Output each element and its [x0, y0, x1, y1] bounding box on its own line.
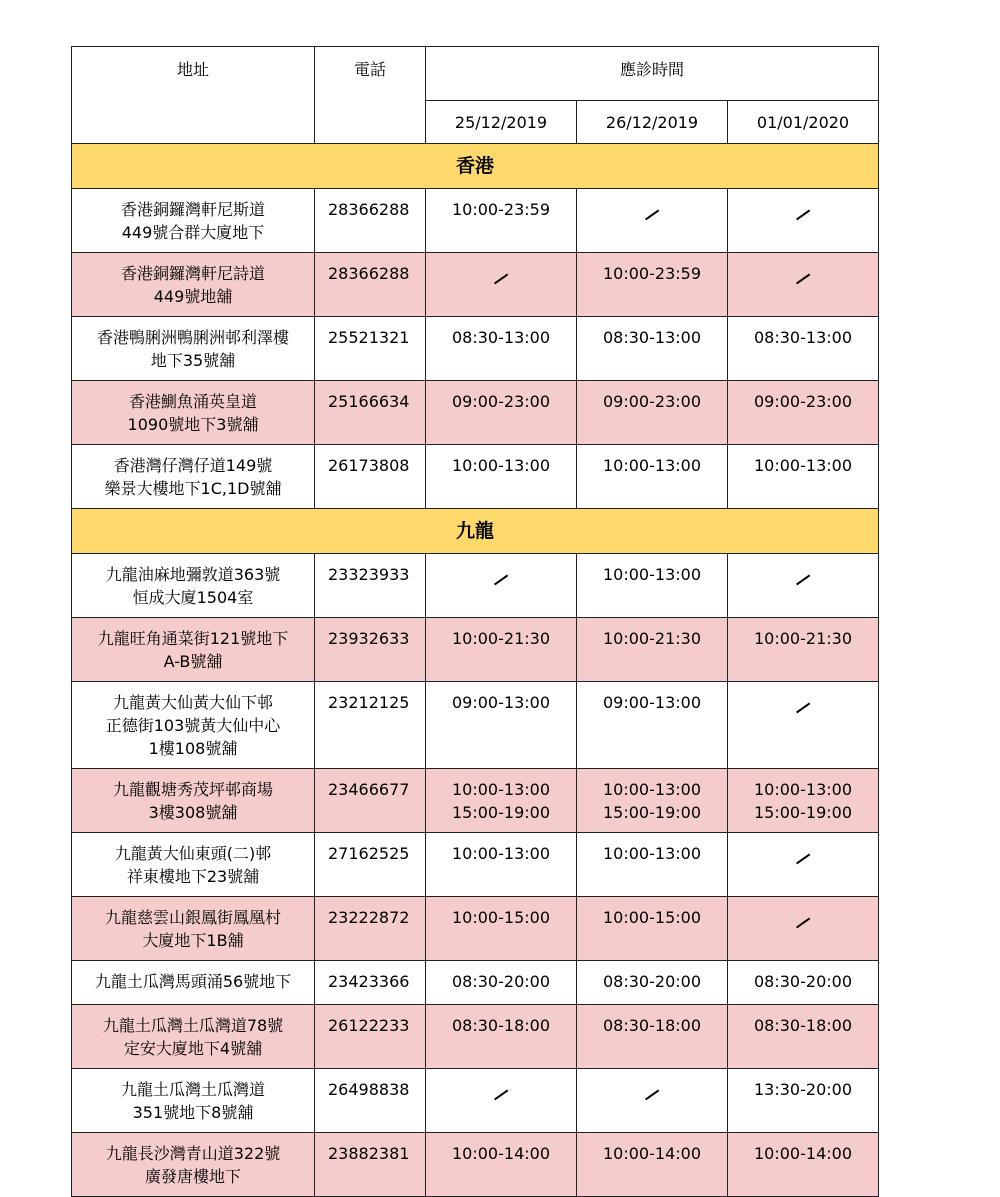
hours-line: 09:00-23:00 — [603, 392, 701, 411]
hours-cell — [728, 897, 879, 961]
hours-cell — [426, 769, 577, 833]
hours-cell — [426, 961, 577, 1005]
address-cell — [72, 445, 315, 509]
region-row — [72, 509, 879, 554]
address-line: 九龍油麻地彌敦道363號 — [105, 565, 281, 584]
address-cell — [72, 253, 315, 317]
hours-cell — [728, 381, 879, 445]
table-row — [72, 253, 879, 317]
phone-cell: 23222872 — [315, 897, 426, 961]
hours-cell — [426, 833, 577, 897]
hours-cell — [577, 1069, 728, 1133]
hours-cell — [728, 1005, 879, 1069]
hours-line: 10:00-13:00 — [452, 456, 550, 475]
hours-line: 15:00-19:00 — [452, 803, 550, 822]
phone-cell: 27162525 — [315, 833, 426, 897]
closed-slash-mark — [645, 1089, 659, 1099]
address-line: 九龍旺角通菜街121號地下 — [97, 629, 289, 648]
address-line: 地下35號舖 — [150, 351, 236, 370]
hours-line: 08:30-20:00 — [452, 972, 550, 991]
phone-cell: 26173808 — [315, 445, 426, 509]
phone-cell: 23882381 — [315, 1133, 426, 1197]
hours-line: 08:30-18:00 — [754, 1016, 852, 1035]
address-line: 香港鰂魚涌英皇道 — [128, 392, 257, 411]
date-header: 26/12/2019 — [577, 101, 728, 144]
hours-line: 09:00-23:00 — [452, 392, 550, 411]
hours-line: 10:00-23:59 — [452, 200, 550, 219]
phone-cell: 23423366 — [315, 961, 426, 1005]
hours-cell — [728, 317, 879, 381]
hours-line: 08:30-13:00 — [452, 328, 550, 347]
address-line: 正德街103號黃大仙中心 — [105, 716, 281, 735]
hours-cell — [577, 961, 728, 1005]
address-line: 449號地舖 — [153, 287, 233, 306]
closed-slash-mark — [796, 209, 810, 219]
hours-cell — [577, 381, 728, 445]
address-line: 恒成大廈1504室 — [132, 588, 254, 607]
closed-slash-mark — [645, 209, 659, 219]
hours-cell — [426, 1069, 577, 1133]
hours-line: 08:30-13:00 — [754, 328, 852, 347]
address-line: 香港銅鑼灣軒尼詩道 — [120, 264, 265, 283]
hours-line: 10:00-21:30 — [754, 629, 852, 648]
hours-cell — [426, 445, 577, 509]
hours-cell — [577, 189, 728, 253]
hours-line: 08:30-20:00 — [603, 972, 701, 991]
hours-cell — [728, 682, 879, 769]
hours-line: 08:30-18:00 — [452, 1016, 550, 1035]
address-cell — [72, 381, 315, 445]
hours-cell — [577, 833, 728, 897]
address-line: 大廈地下1B舖 — [142, 931, 244, 950]
address-column-header: 地址 — [72, 47, 315, 144]
phone-cell: 23323933 — [315, 554, 426, 618]
hours-cell — [426, 618, 577, 682]
address-cell — [72, 833, 315, 897]
address-line: 廣發唐樓地下 — [144, 1167, 241, 1186]
address-cell — [72, 317, 315, 381]
hours-cell — [426, 189, 577, 253]
region-heading: 香港 — [72, 144, 879, 189]
clinic-hours-table — [71, 46, 879, 1197]
address-line: 3樓308號舖 — [148, 803, 238, 822]
hours-cell — [728, 833, 879, 897]
table-row — [72, 189, 879, 253]
hours-line: 10:00-13:00 — [603, 780, 701, 799]
table-row — [72, 1133, 879, 1197]
hours-cell — [577, 1005, 728, 1069]
address-cell — [72, 554, 315, 618]
hours-line: 09:00-13:00 — [452, 693, 550, 712]
address-line: 香港灣仔灣仔道149號 — [113, 456, 273, 475]
hours-line: 15:00-19:00 — [603, 803, 701, 822]
table-row — [72, 961, 879, 1005]
address-line: 香港鴨脷洲鴨脷洲邨利澤樓 — [96, 328, 289, 347]
address-line: 九龍黃大仙黃大仙下邨 — [112, 693, 273, 712]
hours-cell — [728, 445, 879, 509]
table-row — [72, 1069, 879, 1133]
hours-line: 10:00-13:00 — [754, 456, 852, 475]
phone-cell: 25521321 — [315, 317, 426, 381]
hours-cell — [577, 1133, 728, 1197]
hours-cell — [426, 682, 577, 769]
hours-cell — [577, 253, 728, 317]
hours-line: 10:00-21:30 — [452, 629, 550, 648]
closed-slash-mark — [796, 273, 810, 283]
phone-column-header: 電話 — [315, 47, 426, 144]
address-cell — [72, 897, 315, 961]
address-cell — [72, 189, 315, 253]
date-header: 25/12/2019 — [426, 101, 577, 144]
address-line: 樂景大樓地下1C,1D號舖 — [104, 479, 282, 498]
address-cell — [72, 1005, 315, 1069]
hours-cell — [426, 381, 577, 445]
date-header: 01/01/2020 — [728, 101, 879, 144]
hours-cell — [577, 682, 728, 769]
address-line: 定安大廈地下4號舖 — [123, 1039, 263, 1058]
address-line: 1090號地下3號舖 — [127, 415, 259, 434]
hours-cell — [577, 618, 728, 682]
region-row — [72, 144, 879, 189]
hours-cell — [577, 554, 728, 618]
hours-cell — [728, 554, 879, 618]
phone-cell: 23466677 — [315, 769, 426, 833]
hours-line: 10:00-15:00 — [603, 908, 701, 927]
hours-line: 10:00-13:00 — [603, 456, 701, 475]
hours-cell — [728, 189, 879, 253]
hours-cell — [577, 317, 728, 381]
address-line: 九龍觀塘秀茂坪邨商場 — [112, 780, 273, 799]
hours-line: 08:30-18:00 — [603, 1016, 701, 1035]
table-row — [72, 1005, 879, 1069]
address-line: 祥東樓地下23號舖 — [126, 867, 260, 886]
hours-line: 10:00-13:00 — [754, 780, 852, 799]
phone-cell: 28366288 — [315, 189, 426, 253]
address-line: 351號地下8號舖 — [132, 1103, 254, 1122]
table-row — [72, 317, 879, 381]
phone-cell: 26122233 — [315, 1005, 426, 1069]
table-row — [72, 682, 879, 769]
hours-line: 10:00-23:59 — [603, 264, 701, 283]
address-line: 九龍土瓜灣馬頭涌56號地下 — [94, 972, 292, 991]
phone-cell: 25166634 — [315, 381, 426, 445]
address-cell — [72, 1133, 315, 1197]
closed-slash-mark — [494, 1089, 508, 1099]
table-row — [72, 897, 879, 961]
hours-line: 10:00-15:00 — [452, 908, 550, 927]
hours-line: 10:00-21:30 — [603, 629, 701, 648]
hours-line: 08:30-13:00 — [603, 328, 701, 347]
address-cell — [72, 961, 315, 1005]
hours-cell — [728, 253, 879, 317]
hours-cell — [426, 253, 577, 317]
hours-line: 10:00-14:00 — [452, 1144, 550, 1163]
hours-cell — [728, 1133, 879, 1197]
address-line: 香港銅鑼灣軒尼斯道 — [120, 200, 265, 219]
hours-line: 10:00-13:00 — [603, 565, 701, 584]
hours-line: 09:00-13:00 — [603, 693, 701, 712]
hours-cell — [728, 618, 879, 682]
address-line: 九龍土瓜灣土瓜灣道78號 — [102, 1016, 284, 1035]
address-line: A-B號舖 — [163, 652, 223, 671]
phone-cell: 28366288 — [315, 253, 426, 317]
table-row — [72, 445, 879, 509]
table-row — [72, 381, 879, 445]
table-body — [72, 144, 879, 1197]
address-cell — [72, 1069, 315, 1133]
closed-slash-mark — [796, 917, 810, 927]
hours-cell — [728, 769, 879, 833]
closed-slash-mark — [494, 574, 508, 584]
hours-line: 13:30-20:00 — [754, 1080, 852, 1099]
address-line: 九龍慈雲山銀鳳街鳳凰村 — [104, 908, 281, 927]
hours-column-header: 應診時間 — [426, 47, 879, 101]
hours-cell — [426, 897, 577, 961]
hours-line: 10:00-13:00 — [603, 844, 701, 863]
closed-slash-mark — [796, 702, 810, 712]
hours-cell — [577, 769, 728, 833]
hours-cell — [426, 1005, 577, 1069]
address-line: 九龍黃大仙東頭(二)邨 — [114, 844, 272, 863]
phone-cell: 23932633 — [315, 618, 426, 682]
hours-line: 09:00-23:00 — [754, 392, 852, 411]
hours-line: 10:00-13:00 — [452, 844, 550, 863]
closed-slash-mark — [796, 853, 810, 863]
hours-cell — [426, 1133, 577, 1197]
phone-cell: 23212125 — [315, 682, 426, 769]
table-row — [72, 833, 879, 897]
hours-cell — [577, 445, 728, 509]
closed-slash-mark — [494, 273, 508, 283]
address-line: 九龍土瓜灣土瓜灣道 — [120, 1080, 265, 1099]
hours-line: 15:00-19:00 — [754, 803, 852, 822]
address-line: 449號合群大廈地下 — [121, 223, 265, 242]
hours-cell — [728, 1069, 879, 1133]
address-cell — [72, 618, 315, 682]
table-row — [72, 554, 879, 618]
hours-cell — [426, 554, 577, 618]
region-heading: 九龍 — [72, 509, 879, 554]
hours-line: 10:00-14:00 — [754, 1144, 852, 1163]
hours-cell — [577, 897, 728, 961]
table-row — [72, 618, 879, 682]
phone-cell: 26498838 — [315, 1069, 426, 1133]
hours-cell — [728, 961, 879, 1005]
hours-line: 08:30-20:00 — [754, 972, 852, 991]
address-cell — [72, 682, 315, 769]
address-cell — [72, 769, 315, 833]
address-line: 九龍長沙灣青山道322號 — [105, 1144, 281, 1163]
closed-slash-mark — [796, 574, 810, 584]
table-row — [72, 769, 879, 833]
address-line: 1樓108號舖 — [148, 739, 238, 758]
hours-line: 10:00-13:00 — [452, 780, 550, 799]
hours-cell — [426, 317, 577, 381]
hours-line: 10:00-14:00 — [603, 1144, 701, 1163]
